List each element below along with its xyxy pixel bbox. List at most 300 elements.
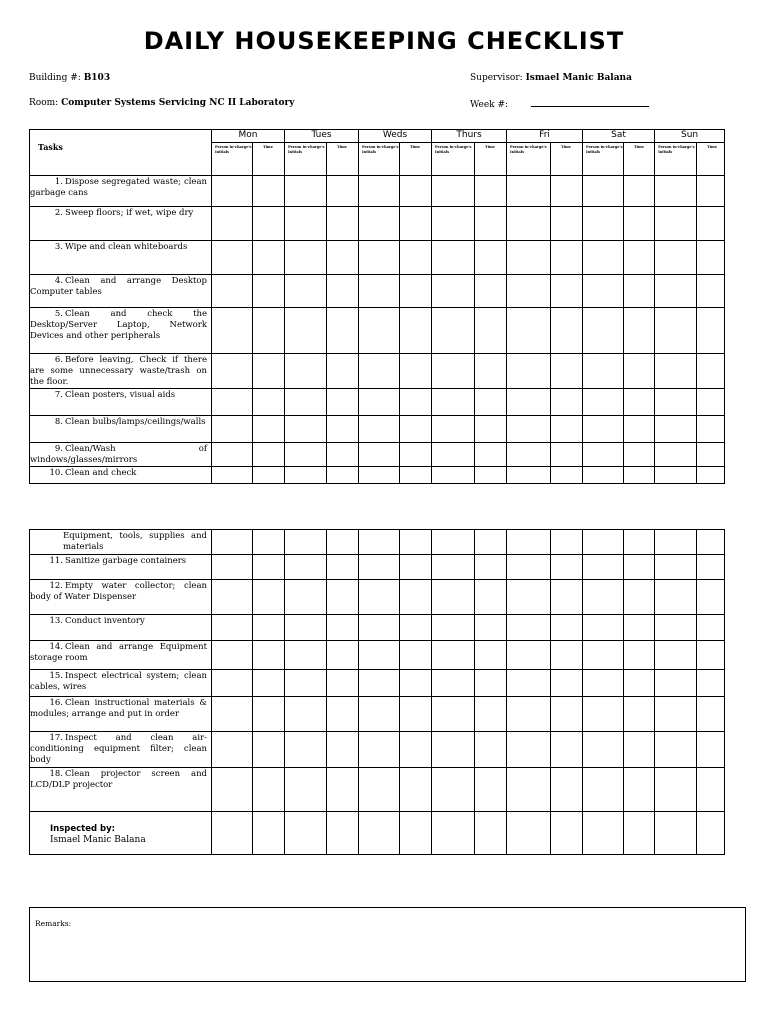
initials-cell[interactable]	[359, 354, 400, 389]
time-cell[interactable]	[551, 580, 583, 615]
time-cell[interactable]	[624, 416, 655, 443]
initials-cell[interactable]	[285, 308, 327, 354]
initials-cell[interactable]	[212, 443, 253, 467]
task-cell	[30, 389, 212, 416]
time-cell[interactable]	[400, 768, 432, 812]
time-cell[interactable]	[624, 176, 655, 207]
initials-cell[interactable]	[432, 768, 475, 812]
initials-cell[interactable]	[359, 555, 400, 580]
time-cell[interactable]	[253, 580, 285, 615]
initials-cell[interactable]	[655, 768, 697, 812]
time-cell[interactable]	[253, 641, 285, 670]
initials-cell[interactable]	[432, 732, 475, 768]
time-cell[interactable]	[551, 207, 583, 241]
initials-cell[interactable]	[359, 732, 400, 768]
initials-cell[interactable]	[285, 389, 327, 416]
time-cell[interactable]	[327, 308, 359, 354]
time-cell[interactable]	[624, 615, 655, 641]
time-cell[interactable]	[697, 389, 725, 416]
time-cell[interactable]	[551, 275, 583, 308]
time-cell[interactable]	[400, 241, 432, 275]
time-cell[interactable]	[400, 275, 432, 308]
time-cell[interactable]	[327, 467, 359, 484]
initials-cell[interactable]	[655, 275, 697, 308]
time-cell[interactable]	[551, 443, 583, 467]
signature-cell[interactable]	[359, 812, 400, 855]
time-cell[interactable]	[253, 176, 285, 207]
initials-cell[interactable]	[212, 467, 253, 484]
initials-cell[interactable]	[655, 207, 697, 241]
time-cell[interactable]	[475, 641, 507, 670]
initials-cell[interactable]	[432, 443, 475, 467]
time-cell[interactable]	[253, 308, 285, 354]
time-cell[interactable]	[253, 530, 285, 555]
initials-cell[interactable]	[583, 641, 624, 670]
time-cell[interactable]	[551, 732, 583, 768]
initials-cell[interactable]	[285, 768, 327, 812]
initials-cell[interactable]	[507, 467, 551, 484]
initials-cell[interactable]	[285, 615, 327, 641]
time-cell[interactable]	[327, 176, 359, 207]
time-cell[interactable]	[253, 467, 285, 484]
initials-cell[interactable]	[432, 207, 475, 241]
time-cell[interactable]	[475, 443, 507, 467]
time-cell[interactable]	[327, 732, 359, 768]
initials-cell[interactable]	[507, 443, 551, 467]
task-cell	[30, 207, 212, 241]
time-cell[interactable]	[624, 275, 655, 308]
time-cell[interactable]	[327, 697, 359, 732]
initials-cell[interactable]	[655, 354, 697, 389]
time-cell[interactable]	[551, 308, 583, 354]
initials-cell[interactable]	[359, 467, 400, 484]
initials-cell[interactable]	[583, 697, 624, 732]
signature-cell[interactable]	[583, 812, 624, 855]
time-cell[interactable]	[327, 670, 359, 697]
signature-cell[interactable]	[400, 812, 432, 855]
initials-cell[interactable]	[507, 308, 551, 354]
initials-cell[interactable]	[432, 354, 475, 389]
time-cell[interactable]	[624, 443, 655, 467]
signature-cell[interactable]	[285, 812, 327, 855]
initials-cell[interactable]	[359, 275, 400, 308]
initials-cell[interactable]	[212, 641, 253, 670]
time-cell[interactable]	[475, 275, 507, 308]
initials-cell[interactable]	[212, 207, 253, 241]
time-cell[interactable]	[475, 389, 507, 416]
time-cell[interactable]	[624, 530, 655, 555]
task-text: Clean and arrange Equipment storage room	[30, 642, 207, 663]
initials-cell[interactable]	[359, 416, 400, 443]
building-label: Building #:	[29, 73, 81, 83]
initials-cell[interactable]	[212, 670, 253, 697]
time-cell[interactable]	[697, 308, 725, 354]
initials-cell[interactable]	[359, 530, 400, 555]
initials-cell[interactable]	[507, 176, 551, 207]
time-cell[interactable]	[475, 241, 507, 275]
initials-cell[interactable]	[432, 615, 475, 641]
initials-cell[interactable]	[432, 308, 475, 354]
time-cell[interactable]	[400, 308, 432, 354]
initials-cell[interactable]	[655, 530, 697, 555]
time-cell[interactable]	[400, 732, 432, 768]
initials-cell[interactable]	[655, 732, 697, 768]
initials-cell[interactable]	[285, 354, 327, 389]
time-cell[interactable]	[327, 555, 359, 580]
time-cell[interactable]	[327, 416, 359, 443]
initials-cell[interactable]	[583, 275, 624, 308]
initials-cell[interactable]	[359, 176, 400, 207]
initials-cell[interactable]	[507, 530, 551, 555]
initials-cell[interactable]	[583, 768, 624, 812]
initials-cell[interactable]	[655, 443, 697, 467]
time-cell[interactable]	[475, 555, 507, 580]
time-cell[interactable]	[697, 207, 725, 241]
initials-cell[interactable]	[359, 670, 400, 697]
initials-cell[interactable]	[285, 670, 327, 697]
initials-cell[interactable]	[655, 241, 697, 275]
initials-cell[interactable]	[655, 697, 697, 732]
time-cell[interactable]	[551, 615, 583, 641]
initials-cell[interactable]	[507, 275, 551, 308]
initials-cell[interactable]	[212, 416, 253, 443]
inspected-by-cell	[30, 812, 212, 855]
initials-cell[interactable]	[655, 467, 697, 484]
time-cell[interactable]	[475, 354, 507, 389]
initials-cell[interactable]	[583, 467, 624, 484]
signature-cell[interactable]	[507, 812, 551, 855]
time-cell[interactable]	[400, 176, 432, 207]
initials-cell[interactable]	[432, 697, 475, 732]
initials-cell[interactable]	[583, 416, 624, 443]
time-cell[interactable]	[253, 615, 285, 641]
time-cell[interactable]	[624, 241, 655, 275]
initials-cell[interactable]	[583, 615, 624, 641]
task-cell	[30, 308, 212, 354]
time-cell[interactable]	[697, 443, 725, 467]
initials-cell[interactable]	[212, 530, 253, 555]
time-cell[interactable]	[624, 670, 655, 697]
time-cell[interactable]	[400, 641, 432, 670]
initials-cell[interactable]	[432, 530, 475, 555]
time-cell[interactable]	[327, 615, 359, 641]
initials-cell[interactable]	[583, 580, 624, 615]
initials-cell[interactable]	[432, 467, 475, 484]
remarks-box[interactable]	[29, 907, 746, 982]
task-number: 10.	[49, 468, 63, 478]
time-cell[interactable]	[475, 670, 507, 697]
time-header: Time	[551, 143, 583, 176]
time-cell[interactable]	[624, 389, 655, 416]
task-number: 14.	[49, 642, 63, 652]
initials-cell[interactable]	[212, 275, 253, 308]
initials-cell[interactable]	[655, 555, 697, 580]
time-cell[interactable]	[551, 530, 583, 555]
task-rows-page-2	[30, 530, 725, 855]
time-cell[interactable]	[551, 241, 583, 275]
time-cell[interactable]	[697, 555, 725, 580]
initials-cell[interactable]	[212, 697, 253, 732]
initials-cell[interactable]	[507, 389, 551, 416]
time-cell[interactable]	[327, 207, 359, 241]
time-cell[interactable]	[475, 176, 507, 207]
room-field	[29, 98, 294, 108]
time-cell[interactable]	[327, 768, 359, 812]
time-cell[interactable]	[475, 615, 507, 641]
task-number: 2.	[54, 208, 63, 218]
time-cell[interactable]	[697, 354, 725, 389]
initials-cell[interactable]	[285, 580, 327, 615]
inspected-by-label: Inspected by:	[50, 824, 116, 834]
time-cell[interactable]	[400, 443, 432, 467]
initials-cell[interactable]	[212, 768, 253, 812]
time-cell[interactable]	[400, 580, 432, 615]
initials-cell[interactable]	[432, 670, 475, 697]
initials-cell[interactable]	[583, 389, 624, 416]
initials-cell[interactable]	[359, 615, 400, 641]
initials-cell[interactable]	[507, 354, 551, 389]
initials-cell[interactable]	[432, 416, 475, 443]
initials-cell[interactable]	[285, 275, 327, 308]
time-cell[interactable]	[624, 354, 655, 389]
time-cell[interactable]	[551, 641, 583, 670]
time-cell[interactable]	[400, 354, 432, 389]
time-cell[interactable]	[475, 207, 507, 241]
initials-cell[interactable]	[507, 416, 551, 443]
time-cell[interactable]	[400, 670, 432, 697]
time-cell[interactable]	[624, 207, 655, 241]
time-cell[interactable]	[327, 241, 359, 275]
initials-cell[interactable]	[359, 443, 400, 467]
time-cell[interactable]	[253, 241, 285, 275]
time-cell[interactable]	[253, 732, 285, 768]
week-input-line[interactable]	[531, 98, 649, 107]
initials-cell[interactable]	[583, 308, 624, 354]
time-cell[interactable]	[475, 530, 507, 555]
signature-cell[interactable]	[551, 812, 583, 855]
initials-cell[interactable]	[285, 467, 327, 484]
time-cell[interactable]	[475, 697, 507, 732]
time-cell[interactable]	[400, 555, 432, 580]
initials-cell[interactable]	[285, 176, 327, 207]
initials-cell[interactable]	[583, 670, 624, 697]
initials-cell[interactable]	[212, 732, 253, 768]
initials-cell[interactable]	[583, 443, 624, 467]
initials-cell[interactable]	[507, 670, 551, 697]
time-cell[interactable]	[400, 389, 432, 416]
time-cell[interactable]	[253, 354, 285, 389]
initials-cell[interactable]	[507, 555, 551, 580]
time-cell[interactable]	[624, 641, 655, 670]
time-cell[interactable]	[551, 354, 583, 389]
time-cell[interactable]	[400, 530, 432, 555]
initials-cell[interactable]	[655, 580, 697, 615]
time-cell[interactable]	[697, 275, 725, 308]
time-cell[interactable]	[253, 670, 285, 697]
time-cell[interactable]	[551, 697, 583, 732]
initials-cell[interactable]	[359, 768, 400, 812]
time-cell[interactable]	[697, 641, 725, 670]
time-cell[interactable]	[400, 467, 432, 484]
time-cell[interactable]	[400, 697, 432, 732]
time-cell[interactable]	[624, 697, 655, 732]
time-cell[interactable]	[697, 768, 725, 812]
time-cell[interactable]	[327, 275, 359, 308]
initials-cell[interactable]	[285, 732, 327, 768]
time-cell[interactable]	[253, 389, 285, 416]
time-cell[interactable]	[475, 308, 507, 354]
time-cell[interactable]	[624, 308, 655, 354]
initials-cell[interactable]	[432, 641, 475, 670]
initials-cell[interactable]	[507, 241, 551, 275]
time-cell[interactable]	[253, 416, 285, 443]
initials-cell[interactable]	[507, 580, 551, 615]
initials-cell[interactable]	[583, 732, 624, 768]
initials-cell[interactable]	[655, 389, 697, 416]
time-cell[interactable]	[697, 416, 725, 443]
time-cell[interactable]	[327, 389, 359, 416]
initials-cell[interactable]	[359, 308, 400, 354]
time-cell[interactable]	[697, 580, 725, 615]
time-cell[interactable]	[697, 732, 725, 768]
time-cell[interactable]	[253, 443, 285, 467]
initials-cell[interactable]	[285, 443, 327, 467]
time-cell[interactable]	[253, 697, 285, 732]
task-row	[30, 176, 725, 207]
time-cell[interactable]	[475, 768, 507, 812]
initials-cell[interactable]	[285, 555, 327, 580]
time-cell[interactable]	[551, 670, 583, 697]
signature-cell[interactable]	[327, 812, 359, 855]
initials-cell[interactable]	[359, 580, 400, 615]
signature-cell[interactable]	[212, 812, 253, 855]
time-cell[interactable]	[624, 768, 655, 812]
time-cell[interactable]	[697, 176, 725, 207]
initials-cell[interactable]	[507, 207, 551, 241]
time-cell[interactable]	[624, 467, 655, 484]
task-number: 7.	[54, 390, 63, 400]
initials-cell[interactable]	[285, 641, 327, 670]
time-cell[interactable]	[327, 530, 359, 555]
initials-cell[interactable]	[583, 176, 624, 207]
initials-cell[interactable]	[432, 580, 475, 615]
time-cell[interactable]	[624, 580, 655, 615]
signature-cell[interactable]	[655, 812, 697, 855]
initials-cell[interactable]	[432, 275, 475, 308]
time-cell[interactable]	[253, 275, 285, 308]
time-cell[interactable]	[253, 207, 285, 241]
initials-cell[interactable]	[655, 176, 697, 207]
initials-cell[interactable]	[212, 176, 253, 207]
initials-cell[interactable]	[212, 308, 253, 354]
time-cell[interactable]	[697, 615, 725, 641]
initials-cell[interactable]	[655, 670, 697, 697]
signature-cell[interactable]	[475, 812, 507, 855]
initials-cell[interactable]	[285, 207, 327, 241]
initials-cell[interactable]	[583, 555, 624, 580]
time-cell[interactable]	[551, 176, 583, 207]
initials-cell[interactable]	[507, 768, 551, 812]
initials-cell[interactable]	[359, 207, 400, 241]
time-cell[interactable]	[475, 580, 507, 615]
initials-cell[interactable]	[583, 354, 624, 389]
task-cell	[30, 275, 212, 308]
time-cell[interactable]	[697, 241, 725, 275]
time-cell[interactable]	[697, 697, 725, 732]
time-cell[interactable]	[327, 443, 359, 467]
time-cell[interactable]	[697, 670, 725, 697]
time-cell[interactable]	[327, 580, 359, 615]
time-cell[interactable]	[327, 354, 359, 389]
time-cell[interactable]	[697, 530, 725, 555]
task-number: 11.	[49, 556, 63, 566]
initials-cell[interactable]	[432, 241, 475, 275]
time-cell[interactable]	[624, 555, 655, 580]
time-cell[interactable]	[551, 768, 583, 812]
initials-cell[interactable]	[655, 308, 697, 354]
time-cell[interactable]	[475, 416, 507, 443]
initials-cell[interactable]	[359, 389, 400, 416]
initials-cell[interactable]	[507, 732, 551, 768]
signature-cell[interactable]	[432, 812, 475, 855]
signature-cell[interactable]	[253, 812, 285, 855]
time-cell[interactable]	[400, 615, 432, 641]
time-cell[interactable]	[475, 467, 507, 484]
initials-cell[interactable]	[432, 389, 475, 416]
signature-cell[interactable]	[697, 812, 725, 855]
initials-cell[interactable]	[583, 207, 624, 241]
initials-cell[interactable]	[212, 354, 253, 389]
initials-cell[interactable]	[655, 615, 697, 641]
initials-cell[interactable]	[212, 580, 253, 615]
initials-cell[interactable]	[285, 241, 327, 275]
initials-cell[interactable]	[285, 697, 327, 732]
initials-cell[interactable]	[359, 697, 400, 732]
initials-cell[interactable]	[507, 697, 551, 732]
time-cell[interactable]	[253, 768, 285, 812]
time-cell[interactable]	[400, 416, 432, 443]
initials-cell[interactable]	[285, 530, 327, 555]
initials-cell[interactable]	[359, 241, 400, 275]
time-cell[interactable]	[624, 732, 655, 768]
initials-cell[interactable]	[507, 641, 551, 670]
initials-cell[interactable]	[212, 389, 253, 416]
initials-cell[interactable]	[285, 416, 327, 443]
initials-cell[interactable]	[583, 241, 624, 275]
time-cell[interactable]	[551, 555, 583, 580]
time-cell[interactable]	[697, 467, 725, 484]
time-cell[interactable]	[327, 641, 359, 670]
initials-cell[interactable]	[212, 615, 253, 641]
initials-cell[interactable]	[359, 641, 400, 670]
signature-cell[interactable]	[624, 812, 655, 855]
time-cell[interactable]	[400, 207, 432, 241]
task-cell	[30, 176, 212, 207]
time-cell[interactable]	[253, 555, 285, 580]
initials-cell[interactable]	[432, 176, 475, 207]
time-cell[interactable]	[551, 416, 583, 443]
initials-cell[interactable]	[212, 555, 253, 580]
time-cell[interactable]	[551, 467, 583, 484]
initials-cell[interactable]	[507, 615, 551, 641]
initials-cell[interactable]	[655, 416, 697, 443]
initials-cell[interactable]	[655, 641, 697, 670]
time-cell[interactable]	[551, 389, 583, 416]
initials-cell[interactable]	[432, 555, 475, 580]
initials-cell[interactable]	[583, 530, 624, 555]
initials-cell[interactable]	[212, 241, 253, 275]
time-cell[interactable]	[475, 732, 507, 768]
